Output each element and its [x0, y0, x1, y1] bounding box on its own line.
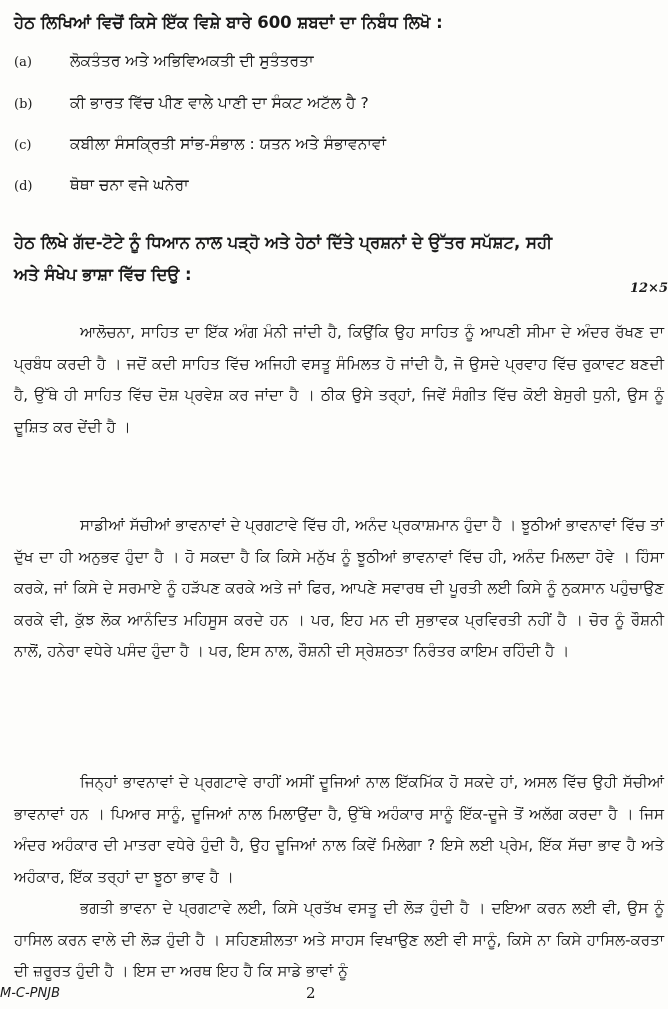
option-label: (c) [14, 138, 32, 153]
option-label: (d) [14, 179, 33, 194]
option-text: ਕੀ ਭਾਰਤ ਵਿੱਚ ਪੀਣ ਵਾਲੇ ਪਾਣੀ ਦਾ ਸੰਕਟ ਅਟੱਲ ਹੈ ? [70, 94, 369, 112]
marks-label: 12×5 [629, 281, 668, 296]
q1-option-a [14, 50, 314, 74]
q1-option-d [14, 174, 189, 198]
passage-paragraph-3: ਜਿਨ੍ਹਾਂ ਭਾਵਨਾਵਾਂ ਦੇ ਪ੍ਰਗਟਾਵੇ ਰਾਹੀਂ ਅਸੀਂ ਦੂਜਿਆਂ ਨਾਲ ਇੱਕਮਿੱਕ ਹੋ ਸਕਦੇ ਹਾਂ, ਅਸਲ ਵਿੱਚ ਉਹੀ ਸੱਚੀਆਂ ਭਾਵਨਾਵਾਂ ਹਨ । ਪਿਆਰ ਸਾਨੂੰ, ਦੂਜਿਆਂ ਨਾਲ ਮਿਲਾਉਂਦਾ ਹੈ, ਉੱਥੇ ਅਹੰਕਾਰ ਸਾਨੂੰ ਇੱਕ-ਦੂਜੇ ਤੋਂ ਅਲੱਗ ਕਰਦਾ ਹੈ । ਜਿਸ ਅੰਦਰ ਅਹੰਕਾਰ ਦੀ ਮਾਤਰਾ ਵਧੇਰੇ ਹੁੰਦੀ ਹੈ, ਉਹ ਦੂਜਿਆਂ ਨਾਲ ਕਿਵੇਂ ਮਿਲੇਗਾ ? ਇਸੇ ਲਈ ਪ੍ਰੇਮ, ਇੱਕ ਸੱਚਾ ਭਾਵ ਹੈ ਅਤੇ ਅਹੰਕਾਰ, ਇੱਕ ਤਰ੍ਹਾਂ ਦਾ ਝੂਠਾ ਭਾਵ ਹੈ । [14, 773, 664, 886]
q1-heading: ਹੇਠ ਲਿਖਿਆਂ ਵਿਚੋਂ ਕਿਸੇ ਇੱਕ ਵਿਸ਼ੇ ਬਾਰੇ 600 ਸ਼ਬਦਾਂ ਦਾ ਨਿਬੰਧ ਲਿਖੋ : [14, 13, 443, 32]
q1-option-c [14, 133, 386, 157]
passage-paragraph-4: ਭਗਤੀ ਭਾਵਨਾ ਦੇ ਪ੍ਰਗਟਾਵੇ ਲਈ, ਕਿਸੇ ਪ੍ਰਤੱਖ ਵਸਤੂ ਦੀ ਲੋੜ ਹੁੰਦੀ ਹੈ । ਦਇਆ ਕਰਨ ਲਈ ਵੀ, ਉਸ ਨੂੰ ਹਾਸਿਲ ਕਰਨ ਵਾਲੇ ਦੀ ਲੋੜ ਹੁੰਦੀ ਹੈ । ਸਹਿਣਸ਼ੀਲਤਾ ਅਤੇ ਸਾਹਸ ਵਿਖਾਉਣ ਲਈ ਵੀ ਸਾਨੂੰ, ਕਿਸੇ ਨਾ ਕਿਸੇ ਹਾਸਿਲ-ਕਰਤਾ ਦੀ ਜ਼ਰੂਰਤ ਹੁੰਦੀ ਹੈ । ਇਸ ਦਾ ਅਰਥ ਇਹ ਹੈ ਕਿ ਸਾਡੇ ਭਾਵਾਂ ਨੂੰ [14, 899, 664, 980]
option-text: ਲੋਕਤੰਤਰ ਅਤੇ ਅਭਿਵਿਅਕਤੀ ਦੀ ਸੁਤੰਤਰਤਾ [70, 52, 314, 70]
paper-code: M-C-PNJB [0, 986, 60, 1001]
q2-heading-line2: ਅਤੇ ਸੰਖੇਪ ਭਾਸ਼ਾ ਵਿੱਚ ਦਿਉ : [14, 265, 192, 284]
page-number: 2 [306, 984, 316, 1002]
q2-heading-line1: ਹੇਠ ਲਿਖੇ ਗੱਦ-ਟੋਟੇ ਨੂੰ ਧਿਆਨ ਨਾਲ ਪੜ੍ਹੋ ਅਤੇ ਹੇਠਾਂ ਦਿੱਤੇ ਪ੍ਰਸ਼ਨਾਂ ਦੇ ਉੱਤਰ ਸਪੱਸ਼ਟ, ਸਹੀ [14, 233, 553, 252]
q1-option-b [14, 92, 369, 116]
option-text: ਕਬੀਲਾ ਸੰਸਕ੍ਰਿਤੀ ਸਾਂਭ-ਸੰਭਾਲ : ਯਤਨ ਅਤੇ ਸੰਭਾਵਨਾਵਾਂ [70, 135, 386, 153]
option-text: ਥੋਥਾ ਚਨਾ ਵਜੇ ਘਨੇਰਾ [70, 176, 189, 194]
passage-paragraph-2: ਸਾਡੀਆਂ ਸੱਚੀਆਂ ਭਾਵਨਾਵਾਂ ਦੇ ਪ੍ਰਗਟਾਵੇ ਵਿੱਚ ਹੀ, ਅਨੰਦ ਪ੍ਰਕਾਸ਼ਮਾਨ ਹੁੰਦਾ ਹੈ । ਝੂਠੀਆਂ ਭਾਵਨਾਵਾਂ ਵਿੱਚ ਤਾਂ ਦੁੱਖ ਦਾ ਹੀ ਅਨੁਭਵ ਹੁੰਦਾ ਹੈ । ਹੋ ਸਕਦਾ ਹੈ ਕਿ ਕਿਸੇ ਮਨੁੱਖ ਨੂੰ ਝੂਠੀਆਂ ਭਾਵਨਾਵਾਂ ਵਿੱਚ ਹੀ, ਅਨੰਦ ਮਿਲਦਾ ਹੋਵੇ । ਹਿੰਸਾ ਕਰਕੇ, ਜਾਂ ਕਿਸੇ ਦੇ ਸਰਮਾਏ ਨੂੰ ਹੜੱਪਣ ਕਰਕੇ ਅਤੇ ਜਾਂ ਫਿਰ, ਆਪਣੇ ਸਵਾਰਥ ਦੀ ਪੂਰਤੀ ਲਈ ਕਿਸੇ ਨੂੰ ਨੁਕਸਾਨ ਪਹੁੰਚਾਉਣ ਕਰਕੇ ਵੀ, ਕੁੱਝ ਲੋਕ ਆਨੰਦਿਤ ਮਹਿਸੂਸ ਕਰਦੇ ਹਨ । ਪਰ, ਇਹ ਮਨ ਦੀ ਸੁਭਾਵਕ ਪ੍ਰਵਿਰਤੀ ਨਹੀਂ ਹੈ । ਚੋਰ ਨੂੰ ਰੌਸ਼ਨੀ ਨਾਲੋਂ, ਹਨੇਰਾ ਵਧੇਰੇ ਪਸੰਦ ਹੁੰਦਾ ਹੈ । ਪਰ, ਇਸ ਨਾਲ, ਰੌਸ਼ਨੀ ਦੀ ਸ੍ਰੇਸ਼ਠਤਾ ਨਿਰੰਤਰ ਕਾਇਮ ਰਹਿੰਦੀ ਹੈ । [14, 516, 664, 660]
option-label: (a) [14, 55, 32, 70]
option-label: (b) [14, 97, 33, 112]
passage-paragraph-1: ਆਲੋਚਨਾ, ਸਾਹਿਤ ਦਾ ਇੱਕ ਅੰਗ ਮੰਨੀ ਜਾਂਦੀ ਹੈ, ਕਿਉਂਕਿ ਉਹ ਸਾਹਿਤ ਨੂੰ ਆਪਣੀ ਸੀਮਾ ਦੇ ਅੰਦਰ ਰੱਖਣ ਦਾ ਪ੍ਰਬੰਧ ਕਰਦੀ ਹੈ । ਜਦੋਂ ਕਦੀ ਸਾਹਿਤ ਵਿੱਚ ਅਜਿਹੀ ਵਸਤੂ ਸੰਮਿਲਤ ਹੋ ਜਾਂਦੀ ਹੈ, ਜੋ ਉਸਦੇ ਪ੍ਰਵਾਹ ਵਿੱਚ ਰੁਕਾਵਟ ਬਣਦੀ ਹੈ, ਉੱਥੇ ਹੀ ਸਾਹਿਤ ਵਿੱਚ ਦੋਸ਼ ਪ੍ਰਵੇਸ਼ ਕਰ ਜਾਂਦਾ ਹੈ । ਠੀਕ ਉਸੇ ਤਰ੍ਹਾਂ, ਜਿਵੇਂ ਸੰਗੀਤ ਵਿੱਚ ਕੋਈ ਬੇਸੁਰੀ ਧੁਨੀ, ਉਸ ਨੂੰ ਦੂਸ਼ਿਤ ਕਰ ਦੇਂਦੀ ਹੈ । [14, 323, 664, 436]
